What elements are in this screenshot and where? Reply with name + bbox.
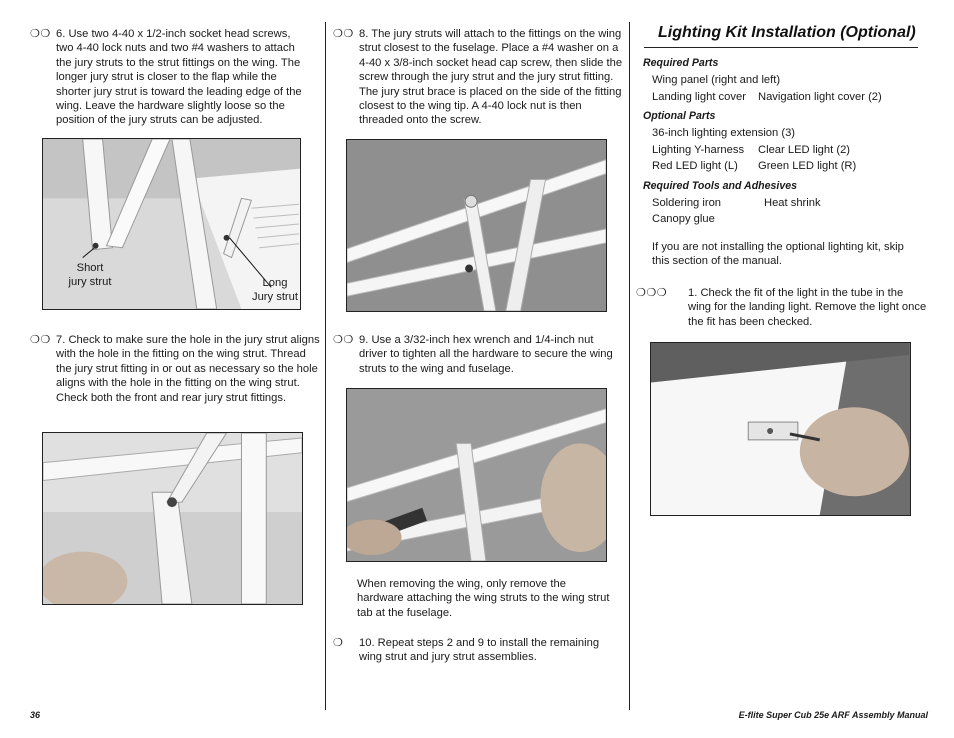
photo-landing-light-fit [650, 342, 911, 516]
part-item: Red LED light (L) [652, 160, 738, 172]
column-divider-left [325, 22, 326, 710]
part-item: Lighting Y-harness [652, 144, 745, 156]
part-item: Clear LED light (2) [758, 144, 851, 156]
tool-item: Heat shrink [764, 197, 821, 209]
checkbox-icon: ❍❍ [333, 334, 354, 346]
section-title: Lighting Kit Installation (Optional) [658, 24, 916, 41]
step-10-text: 10. Repeat steps 2 and 9 to install the remaining wing strut and jury strut assemblies. [359, 637, 600, 664]
step-9-text: 9. Use a 3/32-inch hex wrench and 1/4-inch nut driver to tighten all the hardware to secure the wing struts to the wing and fuselage. [359, 334, 613, 375]
checkbox-icon: ❍❍ [30, 28, 51, 40]
required-parts-heading: Required Parts [643, 57, 719, 69]
step-9 [333, 333, 624, 376]
title-underline [644, 47, 918, 48]
part-item: Navigation light cover (2) [758, 91, 882, 103]
step-10 [333, 636, 624, 665]
removal-note [357, 577, 612, 620]
step-7 [30, 333, 320, 405]
part-item: 36-inch lighting extension (3) [652, 127, 796, 139]
step-6 [30, 27, 310, 128]
page-number: 36 [30, 710, 41, 720]
tool-item: Canopy glue [652, 213, 715, 225]
skip-note: If you are not installing the optional lighting kit, skip this section of the manual. [652, 241, 904, 267]
label-short-jury-strut: Short jury strut [68, 262, 112, 289]
column-divider-right [629, 22, 630, 710]
step-7-text: 7. Check to make sure the hole in the jury strut aligns with the hole in the fitting on the wing strut. Thread the jury strut fitting in or out as necessary so the hole aligns with the hole in the fitting on the wing strut. Check both the front and rear jury strut fittings. [56, 334, 320, 404]
optional-parts-heading: Optional Parts [643, 110, 716, 122]
part-item: Wing panel (right and left) [652, 74, 781, 86]
checkbox-icon: ❍❍❍ [636, 287, 668, 299]
tool-item: Soldering iron [652, 197, 722, 209]
step-8-text: 8. The jury struts will attach to the fittings on the wing strut closest to the fuselage. Place a #4 washer on a 4-40 x 3/8-inch socket head cap screw, then slide the screw through the jury strut and the jury strut fitting. The jury strut brace is placed on the side of the fitting closest to the wing tip. A 4-40 lock nut is then threaded onto the screw. [359, 28, 623, 127]
checkbox-icon: ❍❍ [333, 28, 354, 40]
checkbox-icon: ❍❍ [30, 334, 51, 346]
photo-tightening-hardware [346, 388, 607, 562]
checkbox-icon: ❍ [333, 637, 344, 649]
photo-jury-strut-brace [346, 139, 607, 312]
lighting-step-1 [636, 286, 928, 329]
photo-jury-strut-fitting [42, 432, 303, 605]
removal-note-text: When removing the wing, only remove the hardware attaching the wing struts to the wing strut tab at the fuselage. [357, 578, 610, 619]
part-item: Landing light cover [652, 91, 746, 103]
label-long-jury-strut: Long Jury strut [251, 277, 298, 304]
step-8 [333, 27, 624, 128]
tools-heading: Required Tools and Adhesives [643, 180, 798, 192]
manual-title: E-flite Super Cub 25e ARF Assembly Manual [738, 710, 928, 720]
part-item: Green LED light (R) [758, 160, 857, 172]
step-6-text: 6. Use two 4-40 x 1/2-inch socket head screws, two 4-40 lock nuts and two #4 washers to attach the jury struts to the strut fittings on the wing. The longer jury strut is closer to the flap while the shorter jury strut is toward the leading edge of the wing. Leave the hardware slightly loose so the position of the jury struts can be adjusted. [56, 28, 302, 127]
lighting-step-1-text: 1. Check the fit of the light in the tube in the wing for the landing light. Remove the light once the fit has been checked. [688, 287, 927, 328]
